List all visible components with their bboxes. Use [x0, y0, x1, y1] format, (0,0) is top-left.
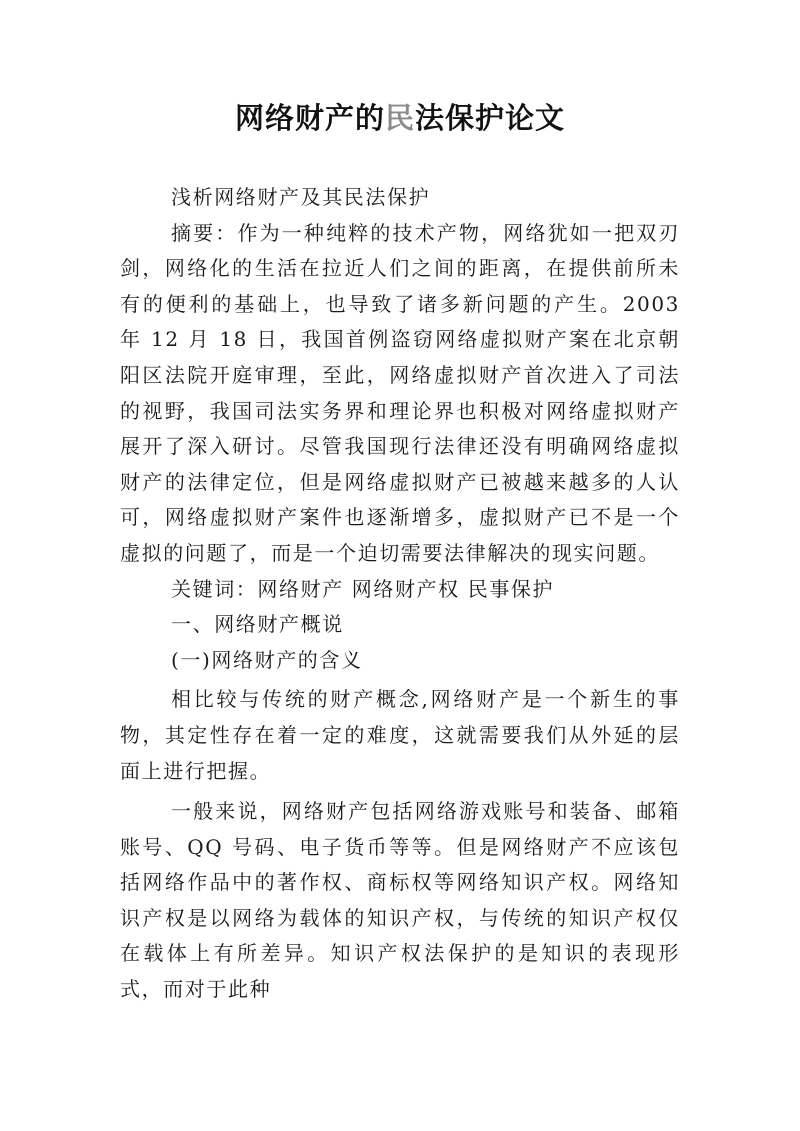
body-paragraph: 一般来说，网络财产包括网络游戏账号和装备、邮箱账号、QQ 号码、电子货币等等。但是网络财产不应该包括网络作品中的著作权、商标权等网络知识产权。网络知识产权是以网络为载体的知识产权，与传统的知识产权仅在载体上有所差异。知识产权法保护的是知识的表现形式，而对于此种 — [120, 799, 680, 1002]
section-heading: 一、网络财产概说 — [171, 612, 344, 637]
keywords-paragraph: 关键词：网络财产 网络财产权 民事保护 — [171, 576, 555, 601]
document-title — [0, 96, 800, 137]
body-paragraph: 相比较与传统的财产概念,网络财产是一个新生的事物，其定性存在着一定的难度，这就需要我们从外延的层面上进行把握。 — [120, 687, 680, 783]
title-part-1: 网络财产的 — [234, 101, 385, 135]
subtitle-paragraph: 浅析网络财产及其民法保护 — [171, 185, 431, 209]
title-part-2: 法保护论文 — [415, 101, 566, 135]
title-highlight: 民 — [384, 101, 415, 135]
subsection-heading: (一)网络财产的含义 — [171, 647, 363, 672]
document-body — [120, 180, 680, 1008]
abstract-paragraph: 摘要：作为一种纯粹的技术产物，网络犹如一把双刃剑，网络化的生活在拉近人们之间的距离，在提供前所未有的便利的基础上，也导致了诸多新问题的产生。2003 年 12 月 18 日，我国首例盗窃网络虚拟财产案在北京朝阳区法院开庭审理，至此，网络虚拟财产首次进入了司法的视野，我国司法实务界和理论界也积极对网络虚拟财产展开了深入研讨。尽管我国现行法律还没有明确网络虚拟财产的法律定位，但是网络虚拟财产已被越来越多的人认可，网络虚拟财产案件也逐渐增多，虚拟财产已不是一个虚拟的问题了，而是一个迫切需要法律解决的现实问题。 — [120, 220, 680, 565]
